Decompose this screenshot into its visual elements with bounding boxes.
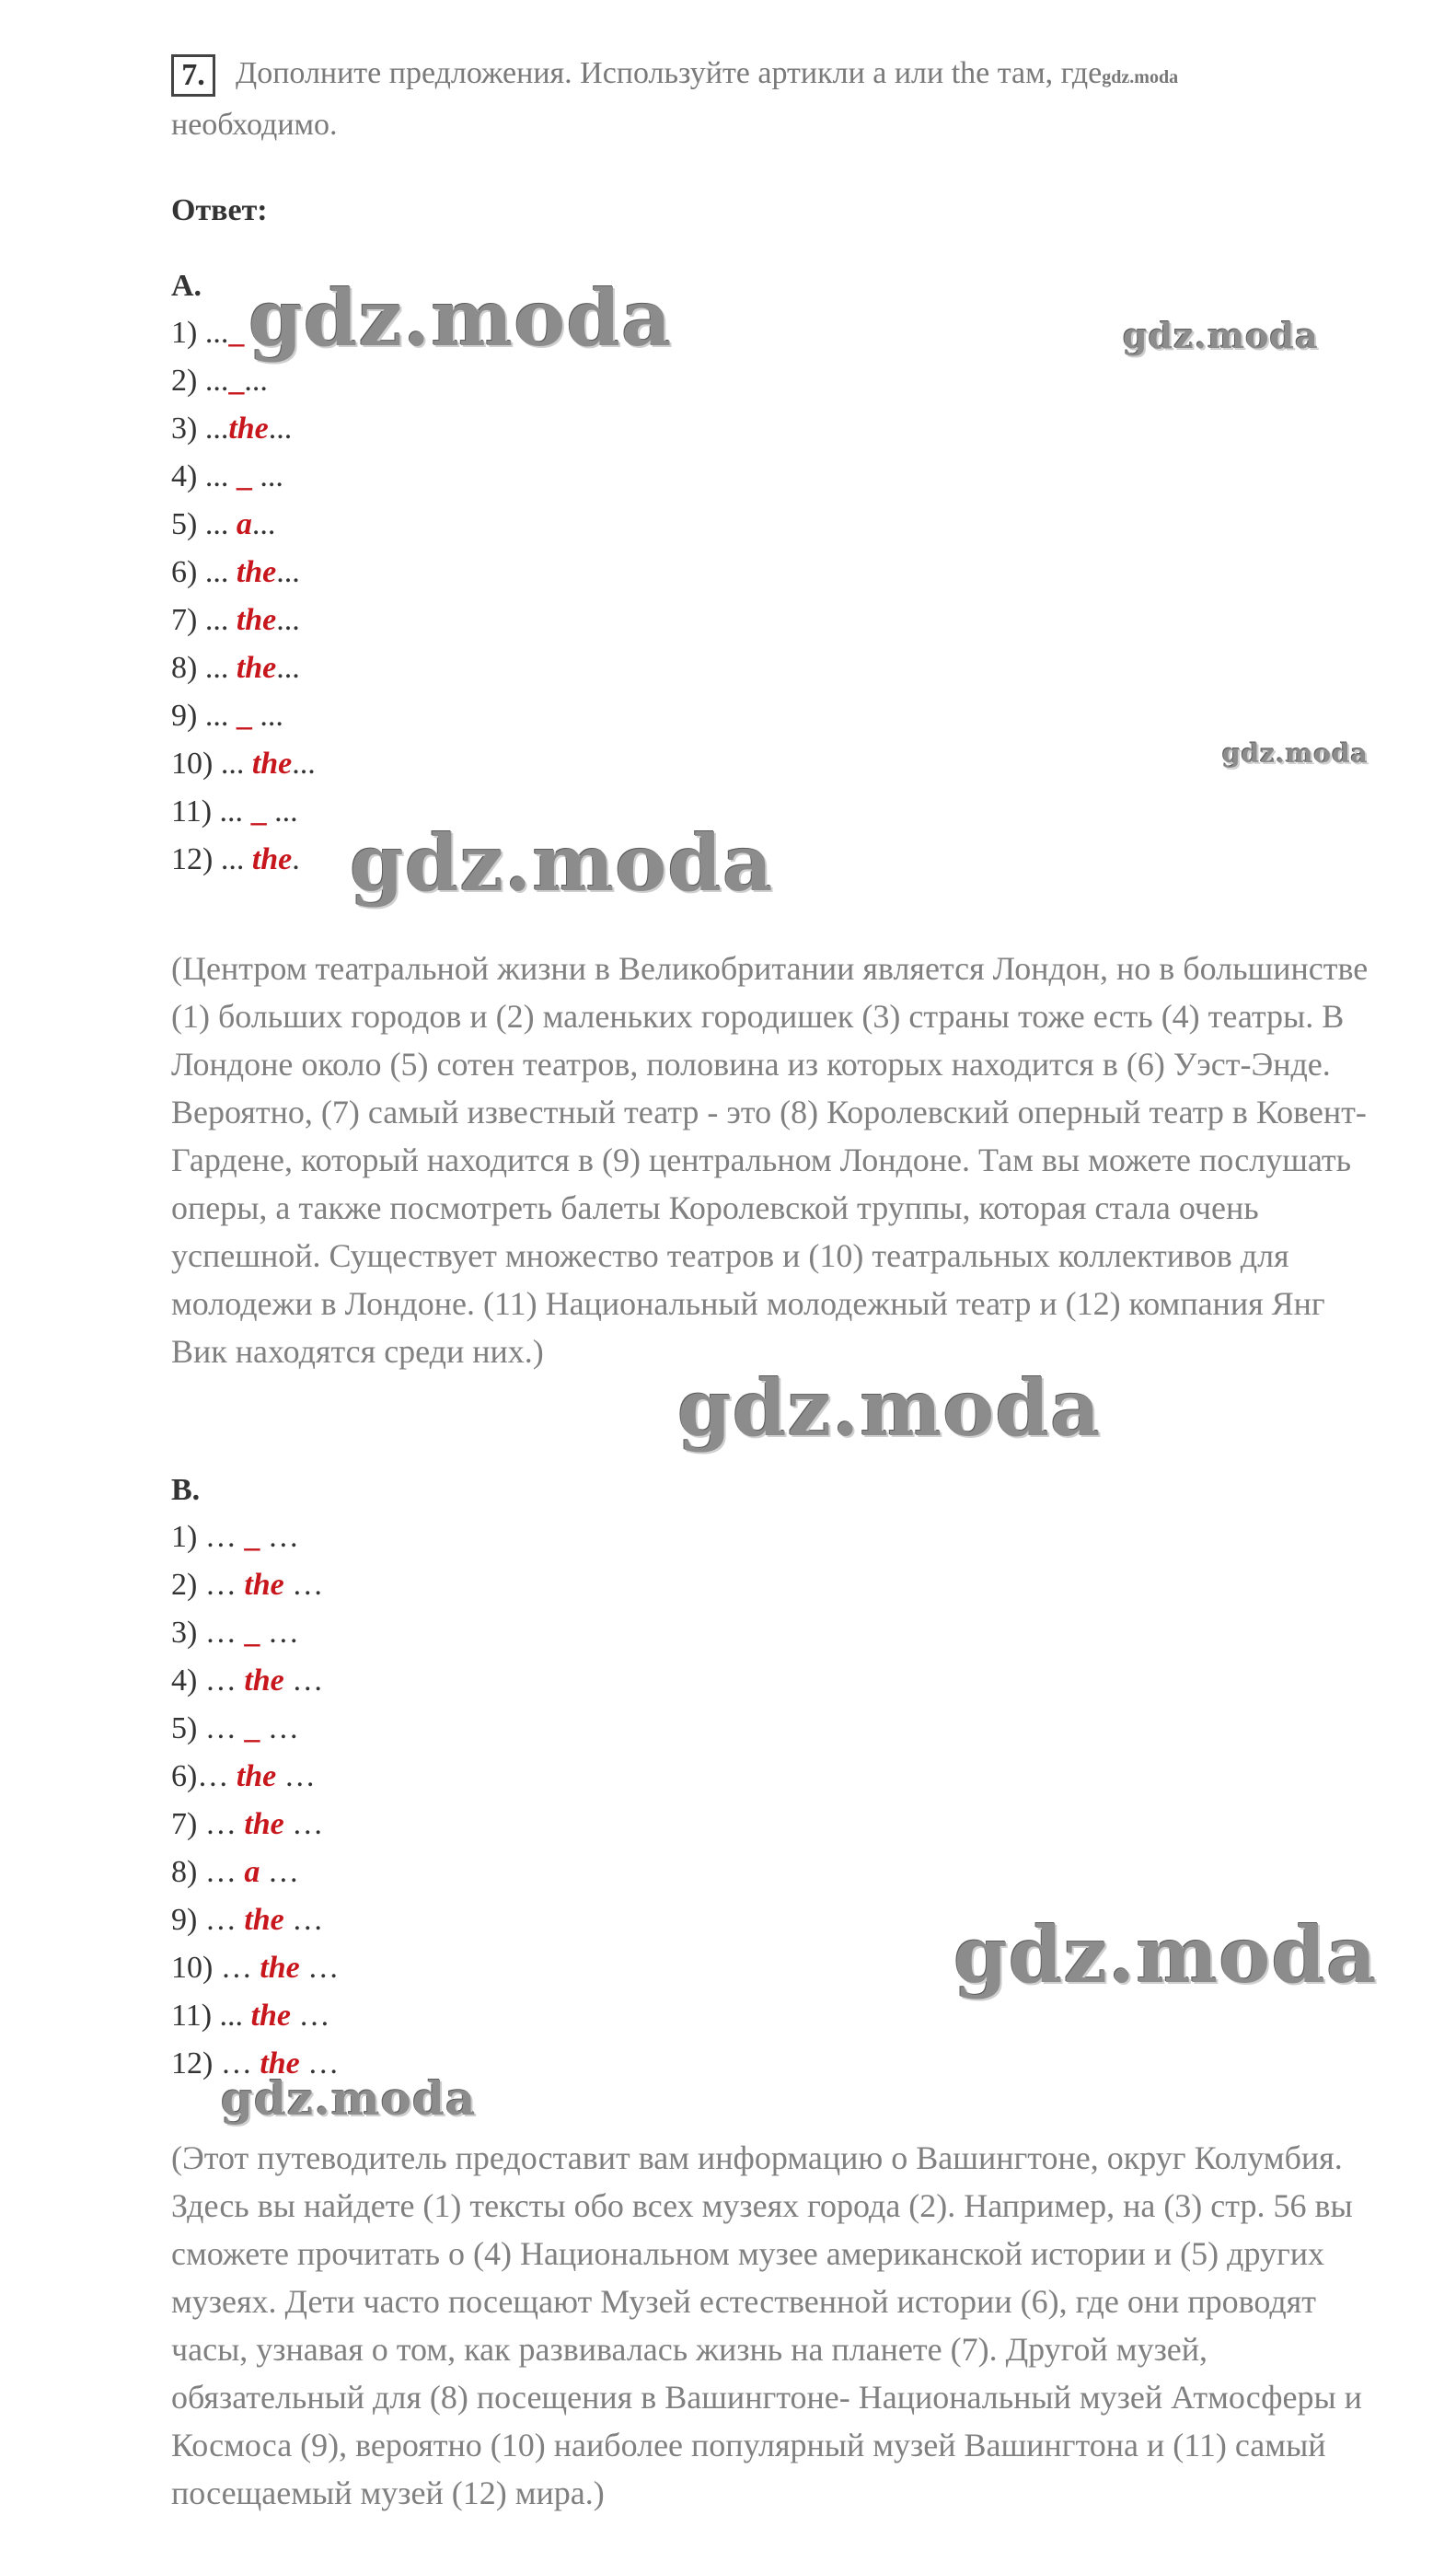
watermark-1: gdz.moda bbox=[248, 272, 673, 364]
answer-number: 7) … bbox=[171, 1807, 245, 1841]
answer-row bbox=[171, 1567, 323, 1604]
answer-ellipsis: … bbox=[291, 1999, 330, 2033]
task-number-box: 7. bbox=[171, 54, 215, 97]
answer-row bbox=[171, 1758, 316, 1795]
answer-article: the bbox=[244, 1663, 284, 1698]
answer-ellipsis: … bbox=[260, 1711, 299, 1745]
answer-number: 8) ... bbox=[171, 651, 237, 685]
task-instruction-line1: Дополните предложения. Используйте артикли a или the там, где bbox=[236, 56, 1103, 90]
answer-number: 11) ... bbox=[171, 1999, 251, 2033]
answer-number: 3) … bbox=[171, 1616, 245, 1650]
answer-row bbox=[171, 1710, 299, 1747]
answer-number: 2) … bbox=[171, 1568, 245, 1602]
answer-article: the bbox=[228, 411, 269, 446]
watermark-7: gdz.moda bbox=[221, 2071, 477, 2126]
section-b-translation: (Этот путеводитель предоставит вам информацию о Вашингтоне, округ Колумбия. Здесь вы найдете (1) тексты обо всех музеях города (2). Например, на (3) стр. 56 вы сможете прочитать о (4) Национальном музее американской истории и (5) других музеях. Дети часто посещают Музей естественной истории (6), где они проводят часы, узнавая о том, как развивалась жизнь на планете (7). Другой музей, обязательный для (8) посещения в Вашингтоне- Национальный музей Атмосферы и Космоса (9), вероятно (10) наиболее популярный музей Вашингтона и (11) самый посещаемый музей (12) мира.) bbox=[171, 2139, 1362, 2511]
answer-ellipsis: … bbox=[283, 1663, 324, 1698]
answer-row bbox=[171, 1902, 323, 1939]
answer-ellipsis: ... bbox=[276, 555, 300, 589]
answer-number: 11) ... bbox=[171, 794, 251, 829]
answer-row bbox=[171, 458, 283, 495]
watermark-5: gdz.moda bbox=[677, 1362, 1102, 1454]
answer-row bbox=[171, 1854, 299, 1891]
answer-ellipsis: . bbox=[292, 842, 300, 876]
answer-ellipsis: ... bbox=[292, 747, 316, 781]
answer-article: the bbox=[251, 747, 293, 781]
answer-row bbox=[171, 841, 300, 878]
answer-ellipsis: ... bbox=[251, 507, 276, 541]
answer-number: 2) ... bbox=[171, 364, 229, 398]
answer-row bbox=[171, 315, 244, 352]
answer-ellipsis: … bbox=[283, 1903, 324, 1937]
section-a-title: A. bbox=[171, 269, 202, 303]
task-header bbox=[171, 50, 1368, 149]
answer-article: the bbox=[260, 2046, 300, 2081]
answer-ellipsis: ... bbox=[266, 794, 298, 829]
answer-ellipsis: … bbox=[260, 1616, 299, 1650]
answer-article: _ bbox=[250, 794, 267, 829]
answer-number: 10) ... bbox=[171, 747, 252, 781]
answer-ellipsis: … bbox=[283, 1568, 324, 1602]
answer-article: _ bbox=[228, 316, 245, 350]
answer-ellipsis: … bbox=[299, 2046, 340, 2081]
answer-label: Ответ: bbox=[171, 193, 268, 227]
answer-ellipsis: ... bbox=[244, 364, 268, 398]
answer-article: the bbox=[251, 842, 293, 876]
answer-number: 12) ... bbox=[171, 842, 252, 876]
answer-number: 5) ... bbox=[171, 507, 237, 541]
answer-row bbox=[171, 363, 268, 400]
answer-article: the bbox=[244, 1568, 284, 1602]
answer-row bbox=[171, 746, 316, 782]
answer-row bbox=[171, 1806, 323, 1843]
answer-article: _ bbox=[236, 699, 252, 733]
answer-row bbox=[171, 794, 298, 830]
answer-article: the bbox=[236, 651, 277, 685]
answer-row bbox=[171, 554, 300, 591]
answer-row bbox=[171, 1519, 299, 1556]
answer-number: 1) ... bbox=[171, 316, 229, 350]
answer-number: 7) ... bbox=[171, 603, 237, 637]
answer-ellipsis: ... bbox=[276, 651, 300, 685]
answer-number: 8) … bbox=[171, 1855, 245, 1889]
watermark-3: gdz.moda bbox=[1222, 738, 1369, 769]
watermark-4: gdz.moda bbox=[350, 817, 774, 909]
answer-ellipsis: … bbox=[260, 1520, 299, 1554]
watermark-2: gdz.moda bbox=[1123, 315, 1319, 356]
task-instruction-line2: необходимо. bbox=[171, 108, 338, 142]
answer-row bbox=[171, 411, 292, 447]
answer-number: 6)… bbox=[171, 1759, 237, 1793]
answer-row bbox=[171, 1950, 339, 1987]
answer-row bbox=[171, 650, 300, 687]
answer-article: _ bbox=[244, 1520, 260, 1554]
answer-article: a bbox=[244, 1855, 260, 1889]
section-b-title: B. bbox=[171, 1473, 201, 1507]
answer-number: 5) … bbox=[171, 1711, 245, 1745]
answer-number: 9) … bbox=[171, 1903, 245, 1937]
answer-article: the bbox=[244, 1903, 284, 1937]
answer-ellipsis: ... bbox=[276, 603, 300, 637]
answer-article: _ bbox=[228, 364, 245, 398]
answer-article: the bbox=[260, 1951, 300, 1985]
section-a-translation: (Центром театральной жизни в Великобритании является Лондон, но в большинстве (1) больших городов и (2) маленьких городишек (3) страны тоже есть (4) театры. В Лондоне около (5) сотен театров, половина из которых находится в (6) Уэст-Энде. Вероятно, (7) самый известный театр - это (8) Королевский оперный театр в Ковент-Гардене, который находится в (9) центральном Лондоне. Там вы можете послушать оперы, а также посмотреть балеты Королевской труппы, которая стала очень успешной. Существует множество театров и (10) театральных коллективов для молодежи в Лондоне. (11) Национальный молодежный театр и (12) компания Янг Вик находятся среди них.) bbox=[171, 950, 1369, 1370]
answer-article: the bbox=[236, 555, 277, 589]
answer-ellipsis: … bbox=[283, 1807, 324, 1841]
answer-number: 12) … bbox=[171, 2046, 260, 2081]
answer-number: 4) … bbox=[171, 1663, 245, 1698]
answer-ellipsis: … bbox=[260, 1855, 299, 1889]
answer-row bbox=[171, 602, 300, 639]
watermark-6: gdz.moda bbox=[953, 1909, 1378, 2000]
answer-row bbox=[171, 506, 275, 543]
answer-ellipsis: ... bbox=[251, 699, 283, 733]
answer-ellipsis: … bbox=[276, 1759, 316, 1793]
answer-ellipsis: … bbox=[299, 1951, 340, 1985]
answer-number: 6) ... bbox=[171, 555, 237, 589]
answer-row bbox=[171, 1615, 299, 1652]
answer-row bbox=[171, 1663, 323, 1699]
answer-number: 10) … bbox=[171, 1951, 260, 1985]
inline-watermark: gdz.moda bbox=[1102, 67, 1179, 87]
answer-number: 1) … bbox=[171, 1520, 245, 1554]
answer-row bbox=[171, 1998, 330, 2034]
answer-article: _ bbox=[244, 1616, 260, 1650]
answer-number: 4) ... bbox=[171, 459, 237, 493]
answer-article: the bbox=[236, 1759, 277, 1793]
answer-article: _ bbox=[236, 459, 252, 493]
answer-row bbox=[171, 698, 283, 735]
answer-number: 3) ... bbox=[171, 411, 229, 446]
answer-ellipsis: ... bbox=[251, 459, 283, 493]
answer-article: the bbox=[250, 1999, 292, 2033]
answer-article: the bbox=[244, 1807, 284, 1841]
answer-article: the bbox=[236, 603, 277, 637]
answer-article: _ bbox=[244, 1711, 260, 1745]
answer-article: a bbox=[236, 507, 252, 541]
answer-number: 9) ... bbox=[171, 699, 237, 733]
answer-ellipsis: ... bbox=[268, 411, 293, 446]
